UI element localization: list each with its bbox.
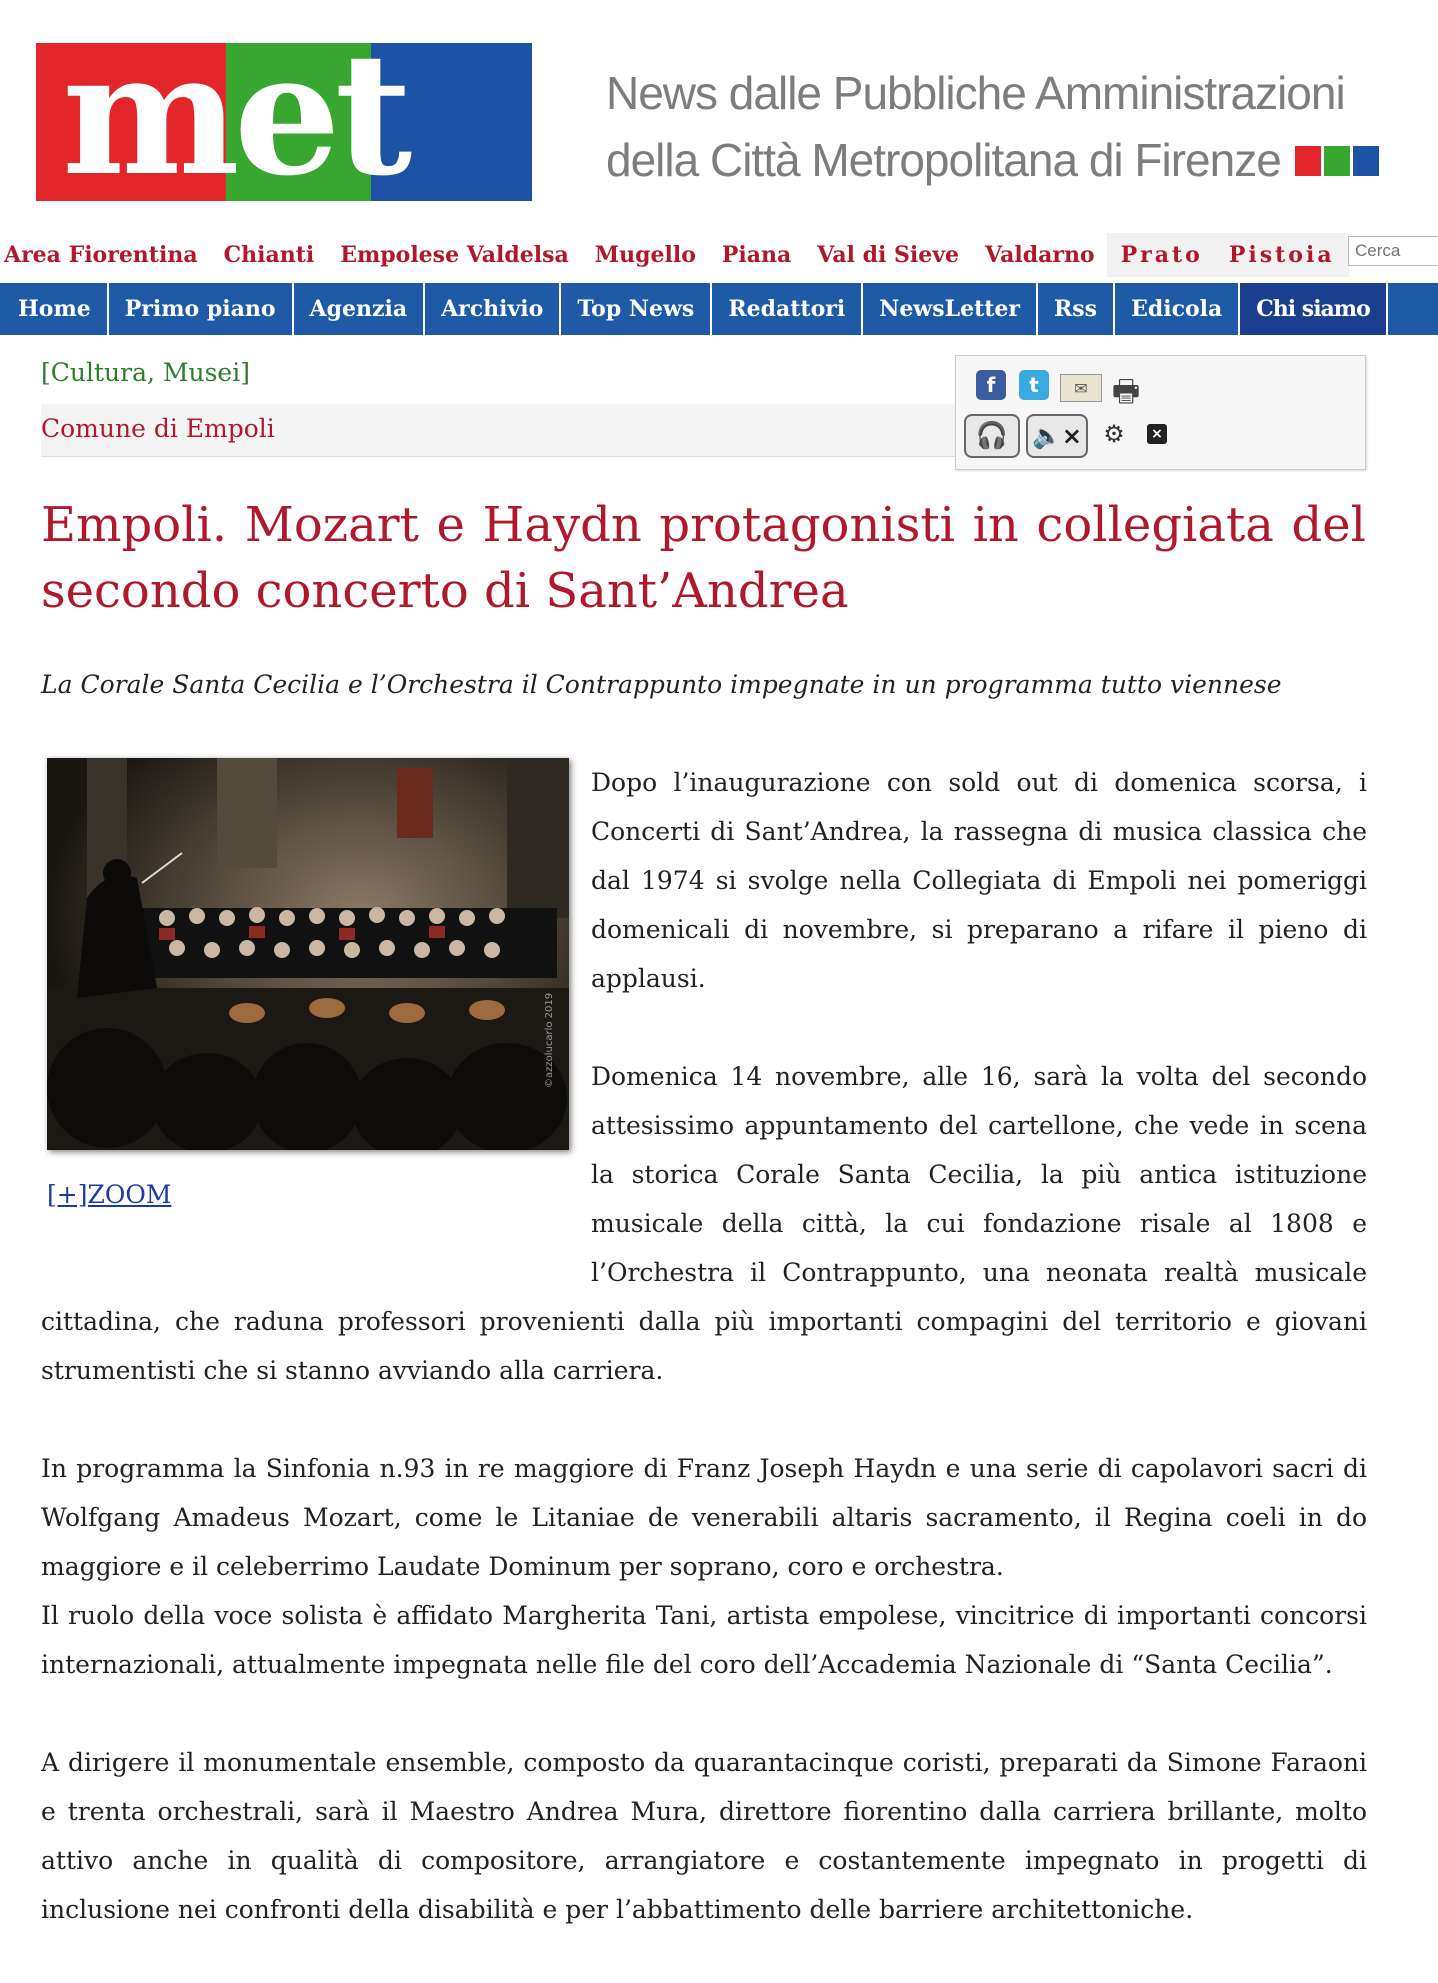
nav-edicola[interactable]: Edicola (1115, 283, 1240, 335)
flag-icon (1295, 146, 1379, 176)
share-toolbar (955, 355, 1366, 470)
tagline-line2: della Città Metropolitana di Firenze (606, 127, 1436, 194)
logo-text: met (62, 15, 407, 213)
nav-top-news[interactable]: Top News (561, 283, 712, 335)
mute-icon[interactable]: 🔈× (1026, 414, 1088, 458)
site-tagline (606, 60, 1436, 194)
paragraph-3: In programma la Sinfonia n.93 in re maggiore di Franz Joseph Haydn e una serie di capolavori sacri di Wolfgang Amadeus Mozart, come le Litaniae de venerabili altaris sacramento, il Regina coeli in do maggiore e il celeberrimo Laudate Dominum per soprano, coro e orchestra. (41, 1454, 1367, 1581)
area-item-val-di-sieve[interactable]: Val di Sieve (817, 242, 960, 268)
paragraph-5: A dirigere il monumentale ensemble, composto da quarantacinque coristi, preparati da Simone Faraoni e trenta orchestrali, sarà il Maestro Andrea Mura, direttore fiorentino dalla carriera brillante, molto attivo anche in qualità di compositore, arrangiatore e costantemente impegnato in progetti di inclusione nei confronti della disabilità e per l’abbattimento delle barriere architettoniche. (41, 1748, 1367, 1924)
photo-credit: ©azzolucarlo 2019 (544, 992, 555, 1088)
area-item-piana[interactable]: Piana (721, 242, 792, 268)
main-nav (0, 283, 1438, 335)
paragraph-1: Dopo l’inaugurazione con sold out di domenica scorsa, i Concerti di Sant’Andrea, la rassegna di musica classica che dal 1974 si svolge nella Collegiata di Empoli nei pomeriggi domenicali di novembre, si preparano a rifare il pieno di applausi. (591, 768, 1367, 993)
facebook-icon[interactable]: f (976, 370, 1006, 400)
paragraph-2: Domenica 14 novembre, alle 16, sarà la volta del secondo attesissimo appuntamento del cartellone, che vede in scena la storica Corale Santa Cecilia, la più antica istituzione musicale della città, la cui fondazione risale al 1808 e l’Orchestra il Contrappunto, una neonata realtà musicale cittadina, che raduna professori provenienti dalla più importanti compagini del territorio e giovani strumentisti che si stanno avviando alla carriera. (41, 1062, 1367, 1385)
site-logo[interactable] (36, 15, 532, 213)
article-body (41, 758, 1367, 1983)
area-item-mugello[interactable]: Mugello (594, 242, 696, 268)
nav-rss[interactable]: Rss (1038, 283, 1115, 335)
nav-home[interactable]: Home (0, 283, 109, 335)
zoom-link[interactable]: [+]ZOOM (47, 1180, 172, 1209)
settings-icon[interactable]: ⚙ (1103, 420, 1125, 448)
article-categories: [Cultura, Musei] (41, 358, 250, 387)
paragraph-4: Il ruolo della voce solista è affidato Margherita Tani, artista empolese, vincitrice di importanti concorsi internazionali, attualmente impegnata nelle file del coro dell’Accademia Nazionale di “Santa Cecilia”. (41, 1601, 1367, 1679)
nav-primo-piano[interactable]: Primo piano (109, 283, 294, 335)
nav-newsletter[interactable]: NewsLetter (863, 283, 1038, 335)
tagline-line1: News dalle Pubbliche Amministrazioni (606, 67, 1345, 119)
area-menu (0, 233, 1438, 277)
nav-archivio[interactable]: Archivio (425, 283, 561, 335)
nav-redattori[interactable]: Redattori (712, 283, 863, 335)
area-item-prato[interactable]: Prato (1120, 242, 1203, 268)
nav-agenzia[interactable]: Agenzia (294, 283, 426, 335)
area-item-pistoia[interactable]: Pistoia (1228, 242, 1335, 268)
close-icon[interactable]: × (1147, 424, 1167, 444)
article-subtitle: La Corale Santa Cecilia e l’Orchestra il Contrappunto impegnate in un programma tutto viennese (41, 670, 1282, 699)
print-icon[interactable]: 🖶 (1111, 373, 1141, 409)
nav-chi-siamo[interactable]: Chi siamo (1240, 283, 1387, 335)
headphones-icon[interactable]: 🎧 (964, 414, 1020, 458)
article-source: Comune di Empoli (41, 414, 275, 443)
area-item-chianti[interactable]: Chianti (223, 242, 315, 268)
article-title: Empoli. Mozart e Haydn protagonisti in collegiata del secondo concerto di Sant’Andrea (41, 497, 1366, 619)
email-icon[interactable]: ✉ (1060, 374, 1102, 402)
area-item-valdarno[interactable]: Valdarno (985, 242, 1095, 268)
search-input[interactable] (1348, 236, 1438, 266)
area-item-empolese-valdelsa[interactable]: Empolese Valdelsa (340, 242, 569, 268)
area-item-fiorentina[interactable]: Area Fiorentina (4, 242, 198, 268)
area-extra-group (1107, 233, 1349, 277)
twitter-icon[interactable]: t (1019, 370, 1049, 400)
